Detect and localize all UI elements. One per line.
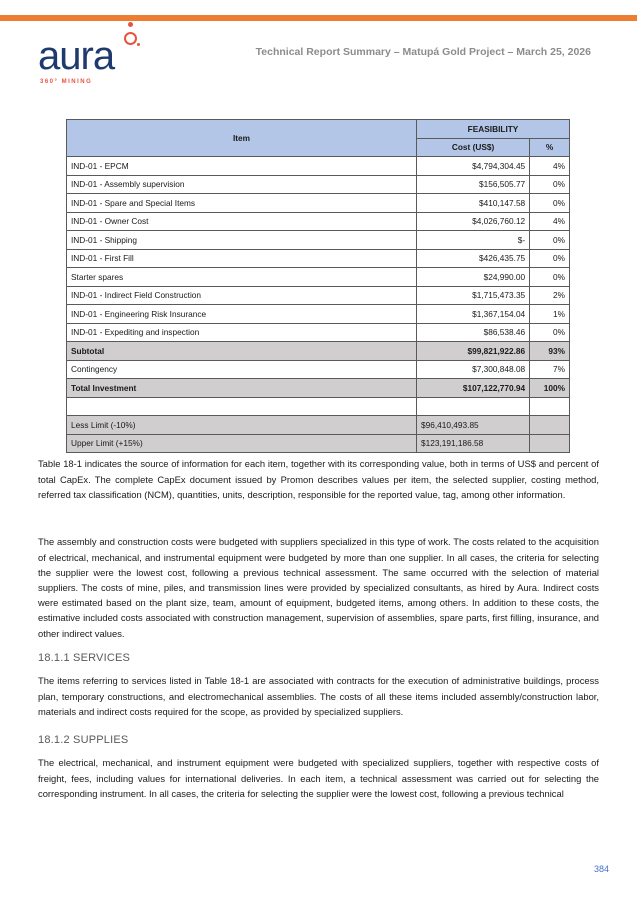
contingency-row bbox=[67, 360, 570, 379]
table-row bbox=[67, 175, 570, 194]
table-row bbox=[67, 323, 570, 342]
upper-limit-row bbox=[67, 434, 570, 453]
body-paragraph-4: The electrical, mechanical, and instrument equipment were budgeted with specialized suppliers, together with respective costs of freight, fees, including values for international deliveries. In each item, a technical assessment was carried out for selecting the corresponding instrument. In all cases, the criteria for selecting the supplier were the lowest cost, following a previous technical bbox=[38, 757, 599, 799]
capex-indirect-costs-table bbox=[66, 119, 570, 453]
body-paragraph-3: The items referring to services listed in Table 18-1 are associated with contracts for the execution of administrative buildings, process plan, temporary constructions, and electromechanical assemblies. The costs of all these items included assembly/construction labor, materials and indirect costs required for the scope, as provided by specialized suppliers. bbox=[38, 675, 599, 717]
table-row bbox=[67, 194, 570, 213]
percent-cell: 7% bbox=[530, 360, 570, 379]
cost-cell: $4,026,760.12 bbox=[417, 212, 530, 231]
cost-cell: $1,715,473.35 bbox=[417, 286, 530, 305]
cost-cell: $107,122,770.94 bbox=[417, 379, 530, 398]
item-cell: IND-01 - Engineering Risk Insurance bbox=[67, 305, 417, 324]
spacer-row bbox=[67, 397, 570, 416]
percent-cell: 1% bbox=[530, 305, 570, 324]
percent-cell: 4% bbox=[530, 212, 570, 231]
logo-ring-icon bbox=[124, 32, 137, 45]
body-paragraph-2: The assembly and construction costs were budgeted with suppliers specialized in this type of work. The costs related to the acquisition of electrical, mechanical, and instrumental equipment were budgeted by more than one supplier. In all cases, the criteria for selecting the supplier were the lowest cost, following a previous technical assessment. The same occurred with the selection of material suppliers. The costs of mine, piles, and transmission lines were provided by specialized consultants, as hired by Aura. Indirect costs were estimated based on the plant size, team, amount of equipment, budgeted items, among others. In addition to these costs, the estimative included costs associated with construction management, supervision of assemblies, spare parts, first filling, insurance, and other indirect values. bbox=[38, 536, 599, 639]
table-row bbox=[67, 286, 570, 305]
table-row bbox=[67, 231, 570, 250]
cost-cell: $86,538.46 bbox=[417, 323, 530, 342]
item-cell: Starter spares bbox=[67, 268, 417, 287]
item-cell: Contingency bbox=[67, 360, 417, 379]
table-header-row bbox=[67, 120, 570, 139]
percent-cell: 0% bbox=[530, 268, 570, 287]
percent-cell: 0% bbox=[530, 323, 570, 342]
cost-cell: $7,300,848.08 bbox=[417, 360, 530, 379]
item-cell: Subtotal bbox=[67, 342, 417, 361]
item-cell: IND-01 - Spare and Special Items bbox=[67, 194, 417, 213]
percent-cell: 0% bbox=[530, 175, 570, 194]
percent-cell: 0% bbox=[530, 249, 570, 268]
table-row bbox=[67, 212, 570, 231]
empty-cell bbox=[417, 397, 530, 416]
item-cell: IND-01 - Indirect Field Construction bbox=[67, 286, 417, 305]
percent-cell: 100% bbox=[530, 379, 570, 398]
cost-cell: $99,821,922.86 bbox=[417, 342, 530, 361]
empty-cell bbox=[530, 416, 570, 435]
item-cell: IND-01 - Owner Cost bbox=[67, 212, 417, 231]
cost-cell: $156,505.77 bbox=[417, 175, 530, 194]
column-header-item: Item bbox=[67, 120, 417, 157]
item-cell: IND-01 - Expediting and inspection bbox=[67, 323, 417, 342]
logo-small-dot-icon bbox=[137, 43, 140, 46]
item-cell: IND-01 - Shipping bbox=[67, 231, 417, 250]
document-header-title: Technical Report Summary – Matupá Gold Project – March 25, 2026 bbox=[255, 46, 591, 58]
item-cell: IND-01 - EPCM bbox=[67, 157, 417, 176]
less-limit-row bbox=[67, 416, 570, 435]
page-number: 384 bbox=[594, 864, 610, 874]
item-cell: Upper Limit (+15%) bbox=[67, 434, 417, 453]
logo-dot-icon bbox=[128, 22, 133, 27]
percent-cell: 93% bbox=[530, 342, 570, 361]
table-row bbox=[67, 268, 570, 287]
item-cell: IND-01 - Assembly supervision bbox=[67, 175, 417, 194]
header-accent-bar bbox=[0, 15, 637, 21]
percent-cell: 0% bbox=[530, 231, 570, 250]
subtotal-row bbox=[67, 342, 570, 361]
cost-cell: $410,147.58 bbox=[417, 194, 530, 213]
percent-cell: 0% bbox=[530, 194, 570, 213]
column-header-percent: % bbox=[530, 138, 570, 157]
logo-tagline: 360° MINING bbox=[40, 79, 93, 85]
section-heading-supplies: 18.1.2 SUPPLIES bbox=[38, 734, 129, 746]
table-row bbox=[67, 157, 570, 176]
cost-cell: $123,191,186.58 bbox=[417, 434, 530, 453]
column-group-feasibility: FEASIBILITY bbox=[417, 120, 570, 139]
percent-cell: 2% bbox=[530, 286, 570, 305]
logo-wordmark: aura bbox=[38, 34, 115, 78]
cost-cell: $96,410,493.85 bbox=[417, 416, 530, 435]
empty-cell bbox=[67, 397, 417, 416]
item-cell: IND-01 - First Fill bbox=[67, 249, 417, 268]
total-row bbox=[67, 379, 570, 398]
body-paragraph-1: Table 18-1 indicates the source of information for each item, together with its corresponding value, both in terms of US$ and percent of total CapEx. The complete CapEx document issued by Promon describes values per item, the selected supplier, costing method, referred tax classification (NCM), quantities, units, description, responsible for the reported value, tag, among other information. bbox=[38, 458, 599, 500]
cost-cell: $24,990.00 bbox=[417, 268, 530, 287]
company-logo bbox=[38, 22, 158, 92]
item-cell: Less Limit (-10%) bbox=[67, 416, 417, 435]
table-row bbox=[67, 305, 570, 324]
empty-cell bbox=[530, 397, 570, 416]
table-row bbox=[67, 249, 570, 268]
cost-cell: $1,367,154.04 bbox=[417, 305, 530, 324]
cost-cell: $- bbox=[417, 231, 530, 250]
item-cell: Total Investment bbox=[67, 379, 417, 398]
cost-cell: $426,435.75 bbox=[417, 249, 530, 268]
cost-cell: $4,794,304.45 bbox=[417, 157, 530, 176]
percent-cell: 4% bbox=[530, 157, 570, 176]
column-header-cost: Cost (US$) bbox=[417, 138, 530, 157]
empty-cell bbox=[530, 434, 570, 453]
section-heading-services: 18.1.1 SERVICES bbox=[38, 652, 131, 664]
